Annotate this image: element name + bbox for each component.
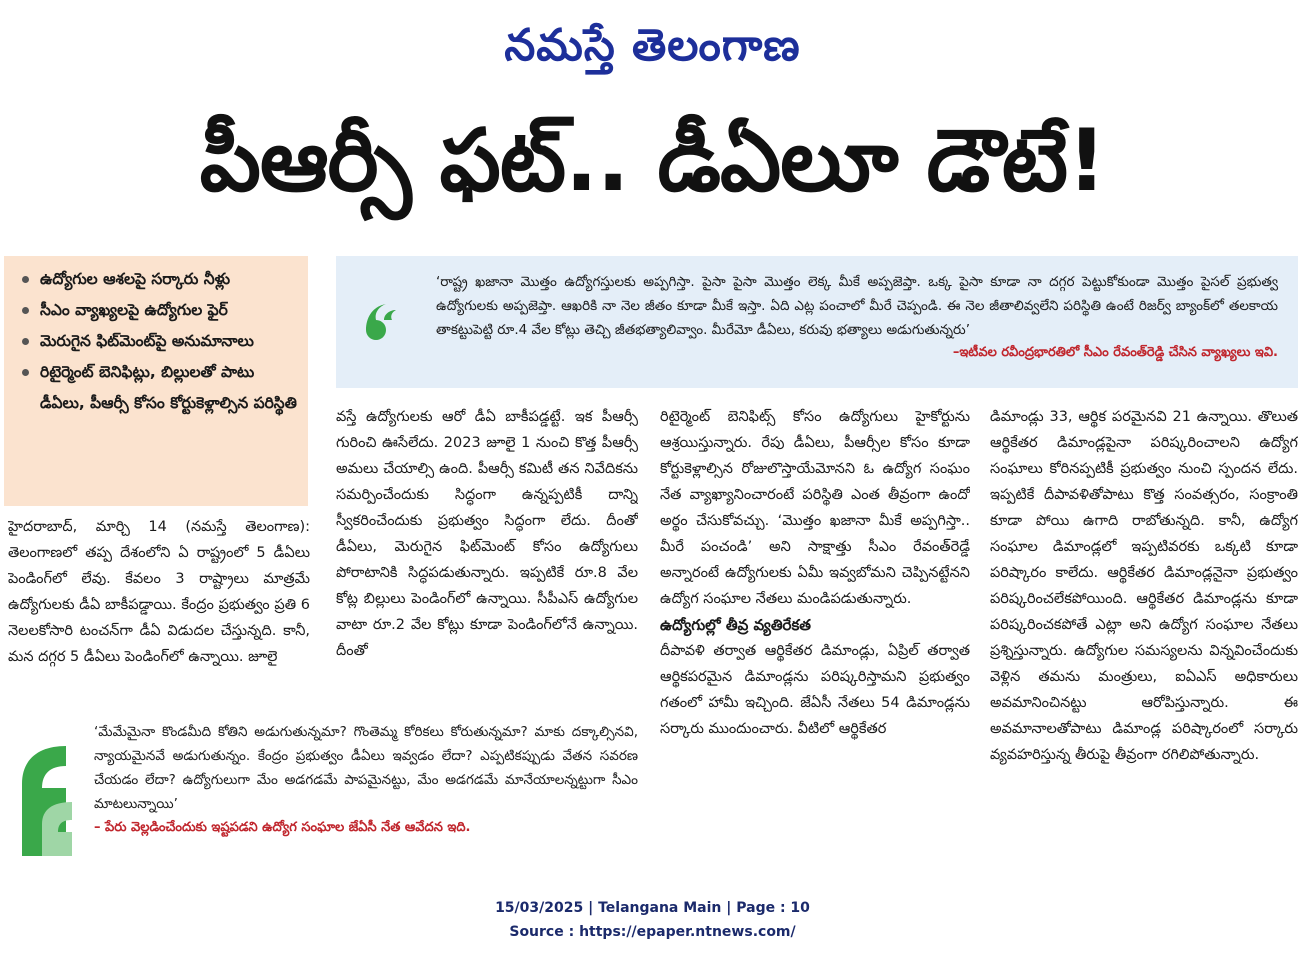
highlights-box [4,256,308,506]
column-text: హైదరాబాద్, మార్చి 14 (నమస్తే తెలంగాణ): తెలంగాణలో తప్ప దేశంలోని ఏ రాష్ట్రంలో 5 డీఏలు పెండింగ్‌లో లేవు. కేవలం 3 రాష్ట్రాలు మాత్రమే ఉద్యోగులకు డీఏ బాకీపడ్డాయి. కేంద్రం ప్రభుత్వం ప్రతి 6 నెలలకోసారి టంచన్‌గా డీఏ విడుదల చేస్తున్నది. కానీ, మన దగ్గర 5 డీఏలు పెండింగ్‌లో ఉన్నాయి. జూలై [8,519,310,665]
column-text: దీపావళి తర్వాత ఆర్థికేతర డిమాండ్లు, ఏప్రిల్ తర్వాత ఆర్థికపరమైన డిమాండ్లను పరిష్కరిస్తామని ప్రభుత్వం గతంలో హామీ ఇచ్చింది. జేఏసీ నేతలు 54 డిమాండ్లను సర్కారు ముందుంచారు. వీటిలో ఆర్థికేతర [660,643,970,737]
quote-box-bottom [8,714,644,862]
article-column-1 [8,514,310,704]
masthead-logo: నమస్తే తెలంగాణ [504,20,801,71]
footer-source-link[interactable]: Source : https://epaper.ntnews.com/ [509,924,796,940]
quote-attribution-top: –ఇటీవల రవీంద్రభారతిలో సీఎం రేవంత్‌రెడ్డి చేసిన వ్యాఖ్యలు ఇవి. [952,345,1278,360]
highlight-item: మెరుగైన ఫిట్‌మెంట్‌పై అనుమానాలు [22,326,302,357]
highlight-item: రిటైర్మెంట్ బెనిఫిట్లు, బిల్లులతో పాటు డీఏలు, పీఆర్సీ కోసం కోర్టుకెళ్లాల్సిన పరిస్థితి [22,357,302,419]
article-column-4 [990,404,1298,878]
quote-mark-icon [16,744,76,856]
highlight-item: సీఎం వ్యాఖ్యలపై ఉద్యోగుల ఫైర్ [22,295,302,326]
quote-text-bottom: ‘మేమేమైనా కొండమీది కోతిని అడుగుతున్నమా? గొంతెమ్మ కోరికలు కోరుతున్నమా? మాకు దక్కాల్సినవి, న్యాయమైనవే అడుగుతున్నం. కేంద్రం ప్రభుత్వం డీఏలు ఇవ్వడం లేదా? ఎప్పటికప్పుడు వేతన సవరణ చేయడం లేదా? ఉద్యోగులుగా మేం అడగడమే పాపమైనట్టు, మేం అడగడమే మానేయాలన్నట్టుగా సీఎం మాటలున్నాయి’ [94,724,638,812]
quote-box-top [336,256,1298,388]
footer [0,896,1305,944]
subheading: ఉద్యోగుల్లో తీవ్ర వ్యతిరేకత [660,616,811,634]
quote-attribution-bottom: – పేరు వెల్లడించేందుకు ఇష్టపడని ఉద్యోగ సంఘాల జేఏసీ నేత ఆవేదన ఇది. [94,820,471,835]
article-column-3 [660,404,970,878]
column-text: రిటైర్మెంట్ బెనిఫిట్స్ కోసం ఉద్యోగులు హైకోర్టును ఆశ్రయిస్తున్నారు. రేపు డీఏలు, పీఆర్సీల కోసం కూడా కోర్టుకెళ్లాల్సిన రోజులొస్తాయేమోనని ఓ ఉద్యోగ సంఘం నేత వ్యాఖ్యానించారంటే పరిస్థితి ఎంత తీవ్రంగా ఉందో అర్థం చేసుకోవచ్చు. ‘మొత్తం ఖజానా మీకే అప్పగిస్తా.. మీరే పంచండి’ అని సాక్షాత్తు సీఎం రేవంత్‌రెడ్డే అన్నారంటే ఉద్యోగులకు ఏమీ ఇవ్వబోమని చెప్పినట్టేనని ఉద్యోగ సంఘాల నేతలు మండిపడుతున్నారు. [660,409,970,607]
highlight-item: ఉద్యోగుల ఆశలపై సర్కారు నీళ్లు [22,264,302,295]
headline: పీఆర్సీ ఫట్.. డీఏలూ డౌటే! [199,111,1106,211]
quote-text-top: ‘రాష్ట్ర ఖజానా మొత్తం ఉద్యోగస్తులకు అప్పగిస్తా. పైసా పైసా మొత్తం లెక్క మీకే అప్పజెప్తా. ఒక్క పైసా కూడా నా దగ్గర పెట్టుకోకుండా మొత్తం పైసల్ ప్రభుత్వ ఉద్యోగులకు అప్పజెప్తా. ఆఖరికి నా నెల జీతం కూడా మీకే ఇస్తా. ఏది ఎట్ల పంచాలో మీరే చెప్పండి. ఈ నెల జీతాలివ్వలేని పరిస్థితి ఉంటే రిజర్వ్ బ్యాంక్‌లో తలకాయ తాకట్టుపెట్టి రూ.4 వేల కోట్లు తెచ్చి జీతభత్యాలివ్వాం. మీరేమో డీఏలు, కరువు భత్యాలు అడుగుతున్నరు’ [436,274,1278,338]
column-text: వస్తే ఉద్యోగులకు ఆరో డీఏ బాకీపడ్డట్టే. ఇక పీఆర్సీ గురించి ఊసేలేదు. 2023 జూలై 1 నుంచి కొత్త పీఆర్సీ అమలు చేయాల్సి ఉంది. పీఆర్సీ కమిటీ తన నివేదికను సమర్పించేందుకు సిద్ధంగా ఉన్నప్పటికీ దాన్ని స్వీకరించేందుకు ప్రభుత్వం సిద్ధంగా లేదు. దీంతో డీఏలు, మెరుగైన ఫిట్‌మెంట్ కోసం ఉద్యోగులు పోరాటానికి సిద్ధపడుతున్నారు. ఇప్పటికే రూ.8 వేల కోట్ల బిల్లులు పెండింగ్‌లో ఉన్నాయి. సీపీఎస్ ఉద్యోగుల వాటా రూ.2 వేల కోట్లు కూడా పెండింగ్‌లోనే ఉన్నాయి. దీంతో [336,409,638,659]
column-text: డిమాండ్లు 33, ఆర్థిక పరమైనవి 21 ఉన్నాయి. తొలుత ఆర్థికేతర డిమాండ్లపైనా పరిష్కరించాలని ఉద్యోగ సంఘాలు కోరినప్పటికీ ప్రభుత్వం నుంచి స్పందన లేదు. ఇప్పటికే దీపావళితోపాటు కొత్త సంవత్సరం, సంక్రాంతి కూడా పోయి ఉగాది రాబోతున్నది. కానీ, ఉద్యోగ సంఘాల డిమాండ్లలో ఇప్పటివరకు ఒక్కటి కూడా పరిష్కారం కాలేదు. ఆర్థికేతర డిమాండ్లనైనా ప్రభుత్వం పరిష్కరించలేకపోయింది. ఆర్థికేతర డిమాండ్లను కూడా పరిష్కరించకపోతే ఎట్లా అని ఉద్యోగ సంఘాల నేతలు ప్రశ్నిస్తున్నారు. ఉద్యోగుల సమస్యలను విన్నవించేందుకు వెళ్లిన తమను మంత్రులు, ఐఏఎస్ అధికారులు అవమానించినట్టు ఆరోపిస్తున్నారు. ఈ అవమానాలతోపాటు డిమాండ్ల పరిష్కారంలో సర్కారు వ్యవహరిస్తున్న తీరుపై తీవ్రంగా రగిలిపోతున్నారు. [990,409,1298,763]
quote-mark-icon [362,300,402,340]
article-column-2 [336,404,638,704]
footer-date-page: 15/03/2025 | Telangana Main | Page : 10 [495,900,810,916]
